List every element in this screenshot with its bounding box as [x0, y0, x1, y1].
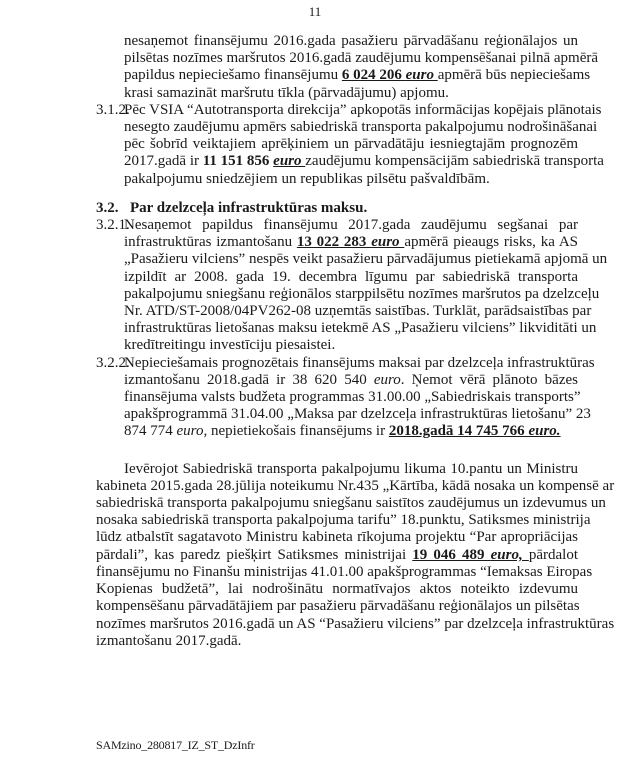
text-line — [96, 581, 578, 598]
text-line — [124, 320, 597, 337]
text-run: Nesaņemot papildus finansējumu 2017.gada zaudējumu segšanai par — [124, 217, 578, 234]
text-line — [124, 389, 581, 406]
text-run: Kopienas budžetā”, lai nodrošinātu normatīvajos aktos noteikto izdevumu — [96, 581, 578, 598]
text-line — [96, 615, 615, 633]
text-line — [96, 477, 615, 495]
text-run: sabiedriskā transporta pakalpojumu sniegšanu saistītos zaudējumus un izdevumus un — [96, 495, 606, 512]
text-run: nosaka sabiedriskā transporta pakalpojuma tarifu” 18.punktu, Satiksmes ministrija — [96, 512, 591, 529]
text-run: infrastruktūras izmantošanu — [124, 234, 297, 251]
text-line — [124, 119, 598, 136]
text-run: nozīmes maršrutos 2016.gadā un AS “Pasažieru vilciens” par dzelzceļa infrastruktūras — [96, 615, 615, 632]
emphasized-amount: euro, — [490, 546, 529, 563]
text-line — [124, 251, 608, 268]
text-line — [96, 512, 591, 529]
section-heading — [96, 200, 578, 217]
emphasized-amount: euro — [176, 423, 204, 440]
text-run: infrastruktūras lietošanas maksu ietekmē AS „Pasažieru vilciens” likviditāti un — [124, 320, 597, 337]
text-run: finansējumu no Finanšu ministrijas 41.01.00 apakšprogrammas “Iemaksas Eiropas — [96, 563, 593, 580]
text-run: kredītreitingu investīciju piesaistei. — [124, 337, 336, 354]
text-run: nesegto zaudējumu apmērs sabiedriskā transporta pakalpojumu nodrošināšanai — [124, 119, 598, 136]
text-run: izmantošanu 2018.gadā ir 38 620 540 — [124, 371, 374, 388]
text-line — [124, 67, 591, 84]
section-number: 3.2. — [96, 199, 119, 216]
document-body — [96, 33, 615, 650]
text-run: Nr. ATD/ST-2008/04PV262-08 uzņemtās saistības. Turklāt, parādsaistības par — [124, 303, 592, 320]
footer-filename: SAMzino_280817_IZ_ST_DzInfr — [96, 738, 255, 752]
emphasized-amount: 2018.gadā 14 745 766 — [388, 423, 529, 440]
item-number: 3.2.1. — [96, 217, 130, 234]
text-run: izmantošanu 2017.gadā. — [96, 632, 242, 649]
text-run: . Ņemot vērā plānoto bāzes — [400, 371, 578, 388]
text-line — [124, 285, 600, 303]
list-item — [96, 33, 599, 102]
text-line — [96, 529, 578, 546]
text-line — [124, 423, 578, 440]
text-run: „Pasažieru vilciens” nespēs veikt pasažieru pārvadājumus pietiekamā apjomā un — [124, 251, 608, 268]
text-line — [124, 50, 599, 67]
text-line — [96, 495, 606, 512]
emphasized-amount: euro — [405, 67, 438, 84]
text-run: apakšprogrammā 31.04.00 „Maksa par dzelzceļa infrastruktūras lietošanu” 23 — [124, 406, 591, 423]
text-line — [124, 217, 578, 234]
text-line — [124, 337, 578, 354]
emphasized-amount: 13 022 283 — [296, 234, 372, 251]
text-run: finansējuma valsts budžeta programmas 31.00.00 „Sabiedriskais transports” — [124, 389, 581, 406]
text-run: izpildīt ar 2008. gada 19. decembra līgumu par sabiedriskā transporta — [124, 268, 578, 285]
text-run: pēc šobrīd veiktajiem aprēķiniem un pārvadātāju iesniegtajām prognozēm — [124, 136, 578, 153]
text-run: kompensēšanu pārvadātājiem par pasažieru pārvadāšanu reģionālajos un pilsētas — [96, 598, 580, 615]
text-line — [124, 354, 595, 372]
text-line — [124, 171, 578, 188]
emphasized-amount: 11 151 856 — [202, 153, 274, 170]
text-run: zaudējumu kompensācijām sabiedriskā transporta — [305, 153, 604, 170]
list-item — [96, 217, 608, 355]
list-item — [96, 101, 604, 188]
text-line — [124, 101, 602, 119]
page-number: 11 — [308, 4, 322, 19]
text-run: pārdali”, kas paredz piešķirt Satiksmes ministrijai — [96, 546, 413, 563]
text-run: apmērā būs nepieciešams — [437, 67, 591, 84]
text-run: pilsētas nozīmes maršrutos 2016.gadā zaudējumu kompensēšanai pilnā apmērā — [124, 50, 599, 67]
text-line — [124, 153, 604, 170]
text-line — [124, 269, 578, 286]
emphasized-amount: 6 024 206 — [341, 67, 406, 84]
emphasized-amount: euro — [273, 153, 306, 170]
text-line — [124, 85, 578, 102]
text-line — [96, 563, 593, 581]
text-run: apmērā pieaugs risks, ka AS — [404, 234, 578, 251]
text-run: pārdalot — [528, 546, 578, 563]
text-line — [96, 547, 578, 564]
item-number: 3.2.2. — [96, 354, 130, 371]
text-line — [96, 633, 578, 650]
text-run: 2017.gadā ir — [124, 153, 203, 170]
text-line — [124, 136, 578, 153]
text-line — [124, 234, 578, 251]
text-run: pakalpojumu sniegšanu reģionālos starppilsētu nozīmes maršrutos pa dzelzceļu — [124, 285, 600, 302]
emphasized-amount: euro. — [528, 423, 561, 440]
text-line — [96, 461, 578, 478]
emphasized-amount: euro — [371, 234, 405, 251]
text-run: Pēc VSIA “Autotransporta direkcija” apkopotās informācijas kopējais plānotais — [124, 101, 602, 118]
list-item — [96, 354, 595, 441]
text-line — [124, 372, 578, 389]
text-run: pakalpojumu sniedzējiem un republikas pilsētu pašvaldībām. — [124, 170, 490, 187]
section-title: Par dzelzceļa infrastruktūras maksu. — [130, 199, 368, 216]
text-run: krasi samazināt maršrutu tīkla (pārvadājumu) apjomu. — [124, 84, 449, 101]
text-line — [124, 406, 591, 423]
text-run: kabineta 2015.gada 28.jūlija noteikumu Nr.435 „Kārtība, kādā nosaka un kompensē ar — [96, 477, 615, 494]
emphasized-amount: euro — [373, 371, 401, 388]
emphasized-amount: 19 046 489 — [412, 546, 491, 563]
text-line — [124, 33, 578, 50]
text-run: Nepieciešamais prognozētais finansējums maksai par dzelzceļa infrastruktūras — [124, 354, 595, 371]
item-number: 3.1.2. — [96, 101, 130, 118]
text-run: Ievērojot Sabiedriskā transporta pakalpojumu likuma 10.pantu un Ministru — [124, 460, 578, 477]
text-line — [124, 303, 592, 320]
text-run: lūdz atbalstīt sagatavoto Ministru kabineta rīkojuma projektu “Par apropriācijas — [96, 529, 578, 546]
text-run: , nepietiekošais finansējums ir — [203, 423, 389, 440]
text-run: papildus nepieciešamo finansējumu — [124, 67, 342, 84]
paragraph — [96, 460, 615, 650]
text-run: 874 774 — [124, 423, 177, 440]
text-run: nesaņemot finansējumu 2016.gada pasažieru pārvadāšanu reģionālajos un — [124, 33, 578, 49]
text-line — [96, 598, 578, 615]
